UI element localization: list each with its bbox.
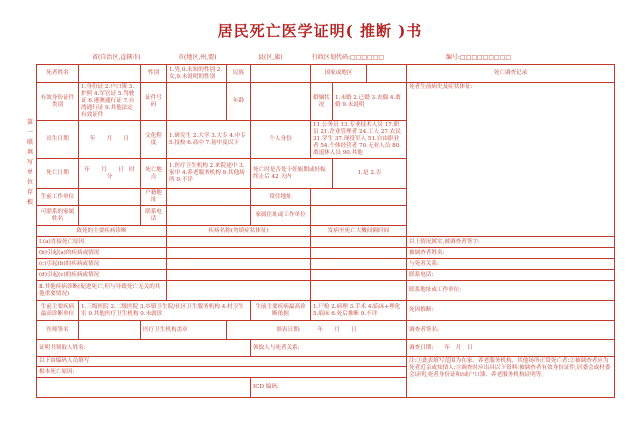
birth-field[interactable]: 年 月 日 xyxy=(79,121,141,159)
cause-c-label: (c)引起(b)的疾病或情况 xyxy=(37,259,167,270)
cause-b-label: (b)引起(a)的疾病或情况 xyxy=(37,248,167,259)
marital-label: 婚姻状况 xyxy=(311,83,333,121)
history-field[interactable] xyxy=(407,83,615,237)
death-place-label: 死亡地点 xyxy=(141,159,167,189)
person-name[interactable]: 被调查者姓名: xyxy=(407,248,615,259)
gender-label: 性别 xyxy=(141,65,167,83)
work-field[interactable] xyxy=(79,189,141,206)
cause-a-field[interactable] xyxy=(167,237,311,248)
name-label: 死者姓名 xyxy=(37,65,79,83)
cause-ii-label: Ⅱ.其他疾病诊断(促进死亡,但与导致死亡无关的其他重要情况) xyxy=(37,281,167,301)
root-cause-field[interactable] xyxy=(37,378,251,398)
investigator-field[interactable]: 调查者签名: xyxy=(407,321,615,340)
hospital-level-label: 生前主要疾病最高诊断单位 xyxy=(37,301,79,321)
age-label: 年龄 xyxy=(227,83,251,121)
cause-c-field[interactable] xyxy=(167,259,311,270)
cause-b-field[interactable] xyxy=(167,248,311,259)
cause-d-field[interactable] xyxy=(167,270,311,281)
cause-b-interval[interactable] xyxy=(311,248,407,259)
relation-field[interactable]: 与死者关系: xyxy=(407,259,615,270)
id-no-label: 证件号码 xyxy=(141,83,167,121)
icd-label[interactable]: ICD 编码: xyxy=(251,378,407,398)
header-serial: 编号:□□□□□□□□□ xyxy=(446,54,512,61)
hukou-field[interactable] xyxy=(167,189,251,206)
ethnic-field[interactable] xyxy=(251,65,311,83)
diagnosis-basis-options[interactable]: 1.尸检 2.病理 3.手术 4.临床+理化 5.临床 6.死后推断 9.不详 xyxy=(311,301,407,321)
occupation-options[interactable]: 11.公务员 13.专业技术人员 17.职员 21.企业管理者 24.工人 27.农民 31.学生 37.现役军人 51.自由职业者 54.个体经营者 70.无业人员 80.离退休人员 90.其他 xyxy=(311,121,407,159)
date-field[interactable]: 调查日期: 年 月 日 xyxy=(407,340,615,357)
education-options[interactable]: 1.研究生 2.大学 3.大专 4.中专 5.技校 6.高中 7.初中及以下 xyxy=(167,121,251,159)
id-no-field[interactable] xyxy=(167,83,227,121)
header-admin-code: 行政区划代码:□□□□□□ xyxy=(312,54,385,61)
contact-label: 可联系的家属姓名 xyxy=(37,206,79,226)
cause-a-label: Ⅰ.(a)直接死亡原因 xyxy=(37,237,167,248)
root-cause-label[interactable]: 根本死亡原因: xyxy=(37,367,407,378)
address-field[interactable]: 联系地址或工作单位: xyxy=(407,281,615,301)
cause-ii-field[interactable] xyxy=(167,281,311,301)
doctor-label: 医师签名 xyxy=(37,321,79,340)
page-title: 居民死亡医学证明( 推断 )书 xyxy=(217,22,423,40)
cause-d-label: (d)引起(c)的疾病或情况 xyxy=(37,270,167,281)
residence-field[interactable] xyxy=(311,189,407,206)
death-date-field[interactable]: 年 月 日 时 分 xyxy=(79,159,141,189)
seal-label: 医疗卫生机构盖章 xyxy=(141,321,227,340)
contact-phone-field[interactable] xyxy=(167,206,251,226)
relation-label[interactable]: 领取人与死者关系: xyxy=(251,340,407,357)
family-addr-field[interactable] xyxy=(311,206,407,226)
side-note: 第一联 填写单位存根 xyxy=(27,119,34,206)
hukou-label: 户籍地址 xyxy=(141,189,167,206)
investigation-header: 死亡调查记录 xyxy=(407,65,615,83)
id-type-options[interactable]: 1.身份证 2.户口簿 3.护照 4.军官证 5.驾驶证 6.港澳通行证 7.台湾通行证 9.其他法定有效证件 xyxy=(79,83,141,121)
interval-header: 发病至死亡大概间隔时间 xyxy=(311,226,407,237)
name-field[interactable] xyxy=(79,65,141,83)
doctor-field[interactable] xyxy=(79,321,141,340)
fill-date[interactable]: 填表日期: 年 月 日 xyxy=(227,321,407,340)
id-type-label: 有效身份证件类别 xyxy=(37,83,79,121)
marital-options[interactable]: 1.未婚 2.已婚 3.丧偶 4.离婚 9.未说明 xyxy=(333,83,407,121)
disease-header: 致死的主要疾病诊断 xyxy=(37,226,167,237)
residence-label: 常住地址 xyxy=(251,189,311,206)
contact-phone-label: 联系电话 xyxy=(141,206,167,226)
occupation-label: 个人身份 xyxy=(251,121,311,159)
birth-label: 出生日期 xyxy=(37,121,79,159)
receiver-label[interactable]: 证明书领取人姓名: xyxy=(37,340,251,357)
age-field[interactable] xyxy=(251,83,311,121)
country-label: 国家或地区 xyxy=(311,65,367,83)
inferred-field[interactable]: 死因推断: xyxy=(407,301,615,321)
hospital-level-options[interactable]: 1.三级医院 2.二级医院 3.乡镇卫生院/社区卫生服务机构 4.村卫生室 9.其他医疗卫生机构 0.未就诊 xyxy=(79,301,251,321)
below-note: 以下由编码人员填写 xyxy=(37,357,407,367)
note-text: 注:①此表填写范围为在家、养老服务机构、其他场所正常死亡者;②被调查者应为死者近亲或知情人;③调查时应出具以下资料:被调查者有效身份证件,居委会或村委会证明,死者身份证和/或户口簿、养老服务机构证明等。 xyxy=(407,357,615,398)
cause-d-interval[interactable] xyxy=(311,270,407,281)
person-field: 以上情况属实,被调查者签字: xyxy=(407,237,615,248)
diagnosis-basis-label: 生前主要疾病最高诊断依据 xyxy=(251,301,311,321)
header-province: 省(自治区,直辖市) xyxy=(92,54,141,61)
cause-ii-interval[interactable] xyxy=(311,281,407,301)
contact-field[interactable] xyxy=(79,206,141,226)
ethnic-label: 民族 xyxy=(227,65,251,83)
history-label: 死者生前病史及症状体征: xyxy=(409,84,473,90)
work-label: 生前工作单位 xyxy=(37,189,79,206)
cause-c-interval[interactable] xyxy=(311,259,407,270)
country-field[interactable] xyxy=(367,65,407,83)
death-date-label: 死亡日期 xyxy=(37,159,79,189)
phone-field[interactable]: 联系电话: xyxy=(407,270,615,281)
death-place-options[interactable]: 1.医疗卫生机构 2.来院途中 3.家中 4.养老服务机构 9.其他场所 0.不详 xyxy=(167,159,251,189)
cause-a-interval[interactable] xyxy=(311,237,407,248)
family-addr-label: 家属住址或工作单位 xyxy=(251,206,311,226)
pregnancy-label: 死亡时是否处于妊娠期或妊娠终止后 42 天内 xyxy=(251,159,333,189)
certificate-form xyxy=(36,64,615,398)
pregnancy-options[interactable]: 1.是 2.否 xyxy=(333,159,407,189)
gender-options[interactable]: 1.男,0.未知的性别 2.女,9.未说明的性别 xyxy=(167,65,227,83)
header-county: 县(区,旗) xyxy=(258,54,283,61)
education-label: 文化程度 xyxy=(141,121,167,159)
disease-name-header: 疾病名称(勿填症状体征) xyxy=(167,226,311,237)
header-city: 市(地区,州,盟) xyxy=(178,54,217,61)
